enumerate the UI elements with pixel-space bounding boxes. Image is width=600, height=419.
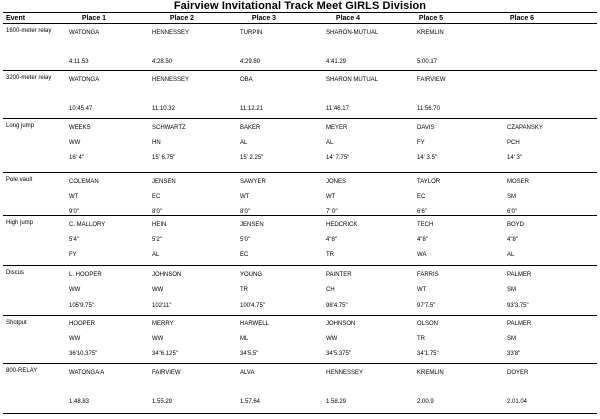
- result-cell: 98'4.75": [326, 303, 348, 309]
- result-cell: AL: [152, 252, 160, 258]
- result-cell: WW: [326, 336, 338, 342]
- result-cell: 5'4": [69, 237, 79, 243]
- result-cell: 6'6": [417, 209, 427, 215]
- result-cell: DOYER: [507, 370, 529, 376]
- result-cell: KREMLIN: [417, 30, 444, 36]
- result-cell: WATONGA: [69, 77, 100, 83]
- result-cell: FY: [417, 140, 425, 146]
- event-row: [3, 173, 597, 216]
- header-event: Event: [6, 15, 26, 22]
- result-cell: PALMER: [507, 321, 532, 327]
- result-cell: SHARON-MUTUAL: [326, 30, 379, 36]
- result-cell: 4"8": [507, 237, 518, 243]
- result-cell: PCH: [507, 140, 520, 146]
- result-cell: 9'0": [69, 209, 79, 215]
- result-cell: 4:11.53: [69, 59, 89, 65]
- result-cell: 8'0": [240, 209, 250, 215]
- result-cell: HENNESSEY: [152, 77, 190, 83]
- result-cell: MERRY: [152, 321, 174, 327]
- result-cell: EC: [240, 252, 249, 258]
- result-cell: AL: [240, 140, 248, 146]
- result-cell: 15' 2.25": [240, 155, 264, 161]
- result-cell: FAIRVIEW: [152, 370, 181, 376]
- result-cell: JENSEN: [152, 179, 176, 185]
- event-name: Shotput: [6, 320, 27, 326]
- result-cell: EC: [152, 194, 161, 200]
- result-cell: COLEMAN: [69, 179, 99, 185]
- result-cell: DAVIS: [417, 125, 435, 131]
- header-place-1: Place 1: [81, 15, 107, 22]
- result-cell: 15' 6.75": [152, 155, 176, 161]
- header-place-3: Place 3: [251, 15, 277, 22]
- result-cell: 93'3.75": [507, 303, 529, 309]
- header-place-5: Place 5: [418, 15, 444, 22]
- result-cell: TR: [240, 287, 248, 293]
- result-cell: CZAPANSKY: [507, 125, 543, 131]
- result-cell: OLSON: [417, 321, 439, 327]
- event-name: 1600-meter relay: [6, 28, 52, 34]
- result-cell: WATONGA A: [69, 370, 105, 376]
- result-cell: 4:29.80: [240, 59, 261, 65]
- result-cell: 1.58.29: [326, 399, 347, 405]
- result-cell: TURPIN: [240, 30, 263, 36]
- result-cell: SHARON MUTUAL: [326, 77, 379, 83]
- result-cell: HENNESSEY: [326, 370, 364, 376]
- result-cell: HOOPER: [69, 321, 96, 327]
- page-title: Fairview Invitational Track Meet GIRLS Division: [173, 0, 427, 12]
- result-cell: 4:28.50: [152, 59, 173, 65]
- result-cell: WW: [152, 287, 164, 293]
- result-cell: WA: [417, 252, 427, 258]
- result-cell: FY: [69, 252, 77, 258]
- event-row: [3, 119, 597, 173]
- result-cell: PALMER: [507, 272, 532, 278]
- result-cell: 7' 0": [326, 209, 338, 215]
- result-cell: 1.48.83: [69, 399, 90, 405]
- result-cell: JOHNSON: [152, 272, 182, 278]
- result-cell: WW: [69, 336, 81, 342]
- result-cell: 102'11": [152, 303, 172, 309]
- result-cell: HARWELL: [240, 321, 269, 327]
- result-cell: L. HOOPER: [69, 272, 102, 278]
- result-cell: EC: [417, 194, 426, 200]
- result-cell: MOSER: [507, 179, 530, 185]
- result-cell: TECH: [417, 222, 434, 228]
- event-row: [3, 316, 597, 364]
- result-cell: HEDCRICK: [326, 222, 358, 228]
- result-cell: 34'5.5": [240, 351, 259, 357]
- result-cell: SM: [507, 287, 516, 293]
- event-name: High jump: [6, 220, 34, 226]
- result-cell: TAYLOR: [417, 179, 441, 185]
- result-cell: SCHWARTZ: [152, 125, 186, 131]
- result-cell: SAWYER: [240, 179, 266, 185]
- result-cell: 36'10.375": [69, 351, 98, 357]
- result-cell: WT: [240, 194, 250, 200]
- result-cell: WW: [69, 287, 81, 293]
- result-cell: 11:46.17: [326, 106, 349, 112]
- result-cell: 14' 3": [507, 155, 522, 161]
- result-cell: 4"8": [326, 237, 337, 243]
- result-cell: WEEKS: [69, 125, 91, 131]
- header-place-4: Place 4: [335, 15, 361, 22]
- event-name: Long jump: [6, 123, 35, 129]
- result-cell: JOHNSON: [326, 321, 356, 327]
- result-cell: 34'1.75": [417, 351, 439, 357]
- result-cell: BAKER: [240, 125, 261, 131]
- result-cell: 6'0": [507, 209, 517, 215]
- result-cell: 97'7.5": [417, 303, 436, 309]
- result-cell: 105'9.75": [69, 303, 94, 309]
- result-cell: WT: [69, 194, 79, 200]
- result-cell: 14' 3.5": [417, 155, 437, 161]
- event-name: Pole vault: [6, 177, 33, 183]
- result-cell: 5'0": [240, 237, 250, 243]
- result-cell: 11:12.21: [240, 106, 263, 112]
- header-place-6: Place 6: [509, 15, 535, 22]
- result-cell: SM: [507, 194, 516, 200]
- event-row: [3, 71, 597, 119]
- result-cell: 1.55.29: [152, 399, 173, 405]
- result-cell: HN: [152, 140, 161, 146]
- result-cell: HENNESSEY: [152, 30, 190, 36]
- header-place-2: Place 2: [169, 15, 195, 22]
- result-cell: SM: [507, 336, 516, 342]
- result-cell: WT: [417, 287, 427, 293]
- result-cell: 5:00.17: [417, 59, 438, 65]
- result-cell: 4"8": [417, 237, 428, 243]
- event-row: [3, 266, 597, 316]
- result-cell: HEIN: [152, 222, 167, 228]
- result-cell: WW: [69, 140, 81, 146]
- result-cell: JONES: [326, 179, 347, 185]
- result-cell: FARRIS: [417, 272, 439, 278]
- result-cell: FAIRVIEW: [417, 77, 446, 83]
- result-cell: CH: [326, 287, 335, 293]
- result-cell: ML: [240, 336, 249, 342]
- result-cell: JENSEN: [240, 222, 264, 228]
- result-cell: 100'4.75": [240, 303, 265, 309]
- event-row: [3, 364, 597, 414]
- result-cell: 2.01.04: [507, 399, 528, 405]
- event-row: [3, 216, 597, 266]
- result-cell: KREMLIN: [417, 370, 444, 376]
- result-cell: WW: [152, 336, 164, 342]
- result-cell: 5'2": [152, 237, 162, 243]
- result-cell: C. MALLORY: [69, 222, 106, 228]
- result-cell: 1.57.64: [240, 399, 261, 405]
- event-row: [3, 24, 597, 71]
- results-table: [3, 12, 597, 414]
- result-cell: 4:41.29: [326, 59, 347, 65]
- result-cell: 8'0": [152, 209, 162, 215]
- result-cell: TR: [417, 336, 425, 342]
- table-header-row: [3, 12, 597, 24]
- result-cell: OBA: [240, 77, 253, 83]
- result-cell: AL: [507, 252, 515, 258]
- result-cell: AL: [326, 140, 334, 146]
- result-cell: TR: [326, 252, 334, 258]
- result-cell: 10:45.47: [69, 106, 93, 112]
- result-cell: MEYER: [326, 125, 348, 131]
- result-cell: 16' 4": [69, 155, 84, 161]
- result-cell: 2.00.9: [417, 399, 434, 405]
- result-cell: WATONGA: [69, 30, 100, 36]
- result-cell: 11:10.32: [152, 106, 175, 112]
- result-cell: 34'5.375": [326, 351, 351, 357]
- result-cell: BOYD: [507, 222, 525, 228]
- result-cell: 14' 7.75": [326, 155, 350, 161]
- event-name: 800-RELAY: [6, 368, 38, 374]
- result-cell: 11:56.70: [417, 106, 440, 112]
- result-cell: ALVA: [240, 370, 255, 376]
- result-cell: YOUNG: [240, 272, 263, 278]
- event-name: 3200-meter relay: [6, 75, 52, 81]
- event-name: Discus: [6, 270, 25, 276]
- result-cell: 33'8": [507, 351, 521, 357]
- result-cell: WT: [326, 194, 336, 200]
- result-cell: PAINTER: [326, 272, 352, 278]
- result-cell: 34"6.125": [152, 351, 178, 357]
